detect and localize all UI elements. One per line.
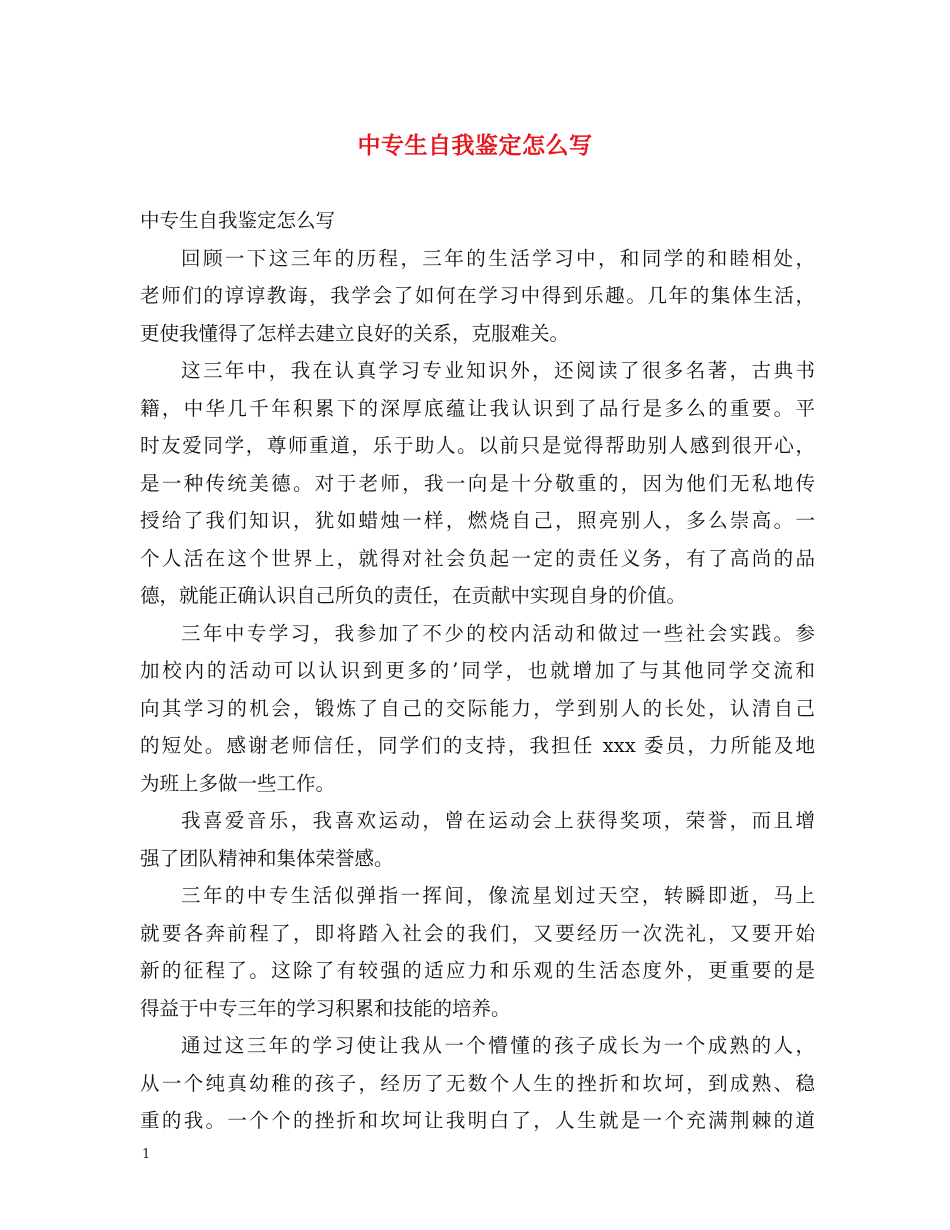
text-line: 就要各奔前程了，即将踏入社会的我们，又要经历一次洗礼，又要开始 (140, 921, 815, 945)
text-line: 得益于中专三年的学习积累和技能的培养。 (140, 996, 511, 1020)
text-line: 是一种传统美德。对于老师，我一向是十分敬重的，因为他们无私地传 (140, 471, 815, 495)
page-number: 1 (142, 1147, 151, 1162)
text-line: 强了团队精神和集体荣誉感。 (140, 846, 394, 870)
text-line: 加校内的活动可以认识到更多的’同学，也就增加了与其他同学交流和 (140, 659, 815, 682)
text-line: 时友爱同学，尊师重道，乐于助人。以前只是觉得帮助别人感到很开心， (140, 434, 815, 457)
text-line: 新的征程了。这除了有较强的适应力和乐观的生活态度外，更重要的是 (140, 959, 815, 982)
text-line: 授给了我们知识，犹如蜡烛一样，燃烧自己，照亮别人，多么崇高。一 (140, 509, 815, 532)
text-line: 这三年中，我在认真学习专业知识外，还阅读了很多名著，古典书 (181, 359, 815, 382)
document-heading: 中专生自我鉴定怎么写 (140, 209, 336, 232)
text-line: 从一个纯真幼稚的孩子，经历了无数个人生的挫折和坎坷，到成熟、稳 (140, 1071, 815, 1095)
paragraph (140, 877, 815, 1027)
paragraph (140, 240, 815, 353)
paragraph (140, 802, 815, 877)
text-line: 更使我懂得了怎样去建立良好的关系，克服难关。 (140, 321, 570, 345)
paragraph (140, 352, 815, 615)
text-line: 重的我。一个个的挫折和坎坷让我明白了，人生就是一个充满荆棘的道 (140, 1109, 815, 1132)
document-title: 中专生自我鉴定怎么写 (357, 132, 593, 159)
document-body (140, 202, 815, 1140)
text-line: 的短处。感谢老师信任，同学们的支持，我担任 xxx 委员，力所能及地 (140, 734, 815, 757)
text-line: 老师们的谆谆教诲，我学会了如何在学习中得到乐趣。几年的集体生活， (140, 284, 815, 307)
text-line: 回顾一下这三年的历程，三年的生活学习中，和同学的和睦相处， (181, 246, 815, 270)
text-line: 个人活在这个世界上，就得对社会负起一定的责任义务，有了高尚的品 (140, 546, 815, 570)
text-line: 德，就能正确认识自己所负的责任，在贡献中实现自身的价值。 (140, 584, 687, 607)
paragraph (140, 1027, 815, 1140)
text-line: 向其学习的机会，锻炼了自己的交际能力，学到别人的长处，认清自己 (140, 696, 815, 720)
paragraph (140, 615, 815, 803)
text-line: 通过这三年的学习使让我从一个懵懂的孩子成长为一个成熟的人， (181, 1034, 815, 1057)
text-line: 三年的中专生活似弹指一挥间，像流星划过天空，转瞬即逝，马上 (181, 884, 815, 907)
text-line: 三年中专学习，我参加了不少的校内活动和做过一些社会实践。参 (181, 621, 815, 645)
text-line: 为班上多做一些工作。 (140, 771, 336, 795)
text-line: 籍，中华几千年积累下的深厚底蕴让我认识到了品行是多么的重要。平 (140, 396, 815, 420)
text-line: 我喜爱音乐，我喜欢运动，曾在运动会上获得奖项，荣誉，而且增 (181, 809, 815, 832)
